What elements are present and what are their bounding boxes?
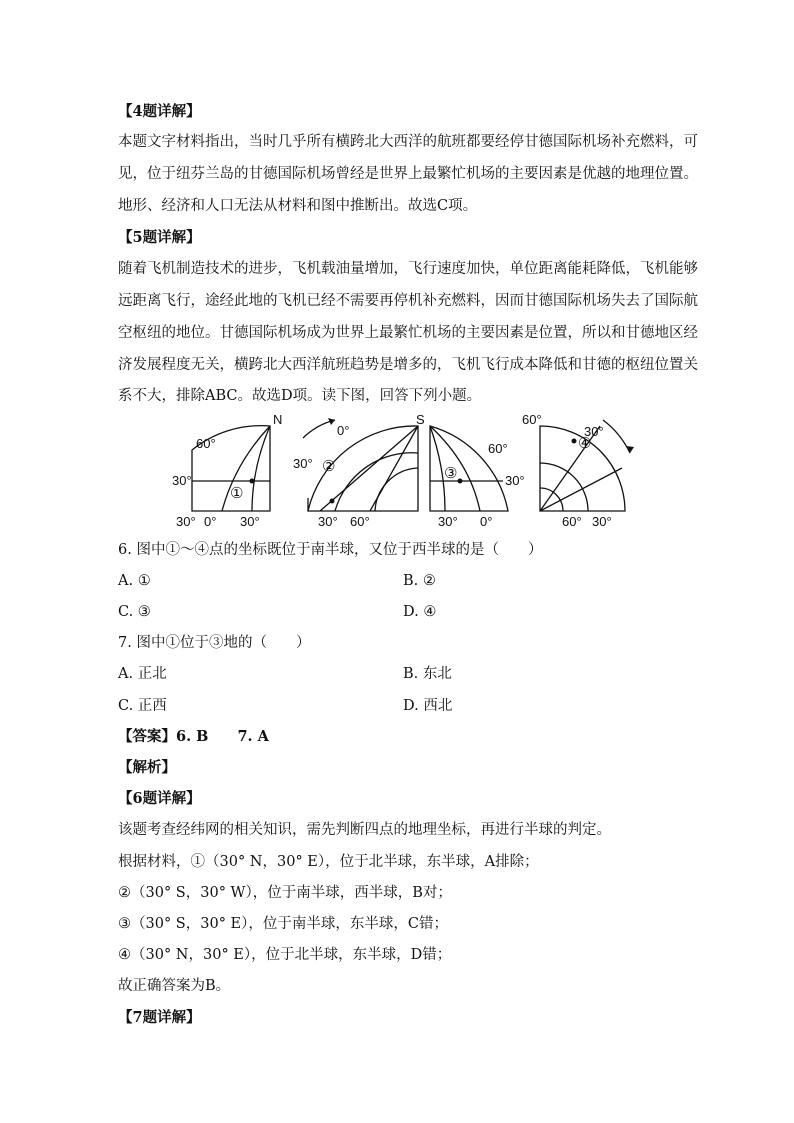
d2-point: ② bbox=[322, 458, 336, 475]
text-line: ③（30° S，30° E），位于南半球，东半球，C错； bbox=[118, 916, 448, 932]
d1-lat60: 60° bbox=[196, 436, 216, 451]
d2-top: 0° bbox=[337, 423, 350, 438]
text-line: 地形、经济和人口无法从材料和图中推断出。故选C项。 bbox=[118, 198, 478, 214]
diagram-2 bbox=[303, 420, 418, 511]
d3-lat60: 60° bbox=[488, 441, 508, 456]
section-heading-7: 【7题详解】 bbox=[118, 1009, 201, 1026]
text-line: 根据材料，①（30° N，30° E），位于北半球，东半球，A排除； bbox=[118, 854, 539, 870]
d4-right: 30° bbox=[584, 424, 604, 439]
section-heading-6: 【6题详解】 bbox=[118, 790, 201, 807]
d1-lon-a: 30° bbox=[176, 514, 196, 529]
text-line: 随着飞机制造技术的进步，飞机载油量增加，飞行速度加快，单位距离能耗降低，飞机能够 bbox=[118, 261, 698, 277]
d1-lon-c: 30° bbox=[240, 514, 260, 529]
d4-bottom-b: 30° bbox=[592, 514, 612, 529]
q7-option-d: D. 西北 bbox=[403, 698, 453, 714]
d1-lat30: 30° bbox=[172, 473, 192, 488]
d3-lon-b: 0° bbox=[480, 514, 493, 529]
d3-lat30: 30° bbox=[505, 473, 525, 488]
section-heading-5: 【5题详解】 bbox=[118, 229, 201, 246]
text-line: ④（30° N，30° E），位于北半球，东半球，D错； bbox=[118, 947, 452, 963]
text-line: ②（30° S，30° W），位于南半球，西半球，B对； bbox=[118, 885, 452, 901]
q6-option-c: C. ③ bbox=[118, 604, 151, 620]
q7-option-a: A. 正北 bbox=[118, 666, 167, 682]
d2-bottom-b: 60° bbox=[350, 514, 370, 529]
analysis-heading: 【解析】 bbox=[118, 759, 176, 776]
graticule-figure bbox=[160, 408, 640, 533]
section-heading-4: 【4题详解】 bbox=[118, 103, 201, 120]
text-line: 故正确答案为B。 bbox=[118, 978, 231, 994]
d1-lon-b: 0° bbox=[204, 514, 217, 529]
d3-point: ③ bbox=[444, 465, 458, 482]
d2-bottom-a: 30° bbox=[318, 514, 338, 529]
text-line: 系不大，排除ABC。故选D项。读下图，回答下列小题。 bbox=[118, 388, 482, 404]
d4-top: 60° bbox=[522, 412, 542, 427]
d4-bottom-a: 60° bbox=[562, 514, 582, 529]
d3-lon-a: 30° bbox=[438, 514, 458, 529]
d4-point: ④ bbox=[578, 435, 592, 452]
q7-option-b: B. 东北 bbox=[403, 666, 452, 682]
diagram-3 bbox=[430, 426, 508, 511]
q7-option-c: C. 正西 bbox=[118, 698, 167, 714]
answer-line: 【答案】6. B 7. A bbox=[118, 728, 269, 745]
question-6-stem: 6. 图中①～④点的坐标既位于南半球，又位于西半球的是（ ） bbox=[118, 542, 543, 558]
question-7-stem: 7. 图中①位于③地的（ ） bbox=[118, 635, 311, 651]
q6-option-b: B. ② bbox=[403, 573, 436, 589]
q6-option-a: A. ① bbox=[118, 573, 151, 589]
q6-option-d: D. ④ bbox=[403, 604, 437, 620]
d3-pole: S bbox=[416, 412, 425, 427]
text-line: 济发展程度无关，横跨北大西洋航班趋势是增多的，飞机飞行成本降低和甘德的枢纽位置关 bbox=[118, 357, 698, 373]
text-line: 远距离飞行，途经此地的飞机已经不需要再停机补充燃料，因而甘德国际机场失去了国际航 bbox=[118, 293, 698, 309]
d1-pole: N bbox=[273, 412, 283, 427]
text-line: 本题文字材料指出，当时几乎所有横跨北大西洋的航班都要经停甘德国际机场补充燃料，可 bbox=[118, 134, 698, 150]
d1-point: ① bbox=[230, 485, 244, 502]
text-line: 见，位于纽芬兰岛的甘德国际机场曾经是世界上最繁忙机场的主要因素是优越的地理位置。 bbox=[118, 166, 698, 182]
text-line: 空枢纽的地位。甘德国际机场成为世界上最繁忙机场的主要因素是位置，所以和甘德地区经 bbox=[118, 325, 698, 341]
text-line: 该题考查经纬网的相关知识，需先判断四点的地理坐标，再进行半球的判定。 bbox=[118, 822, 611, 838]
d2-left: 30° bbox=[293, 456, 313, 471]
